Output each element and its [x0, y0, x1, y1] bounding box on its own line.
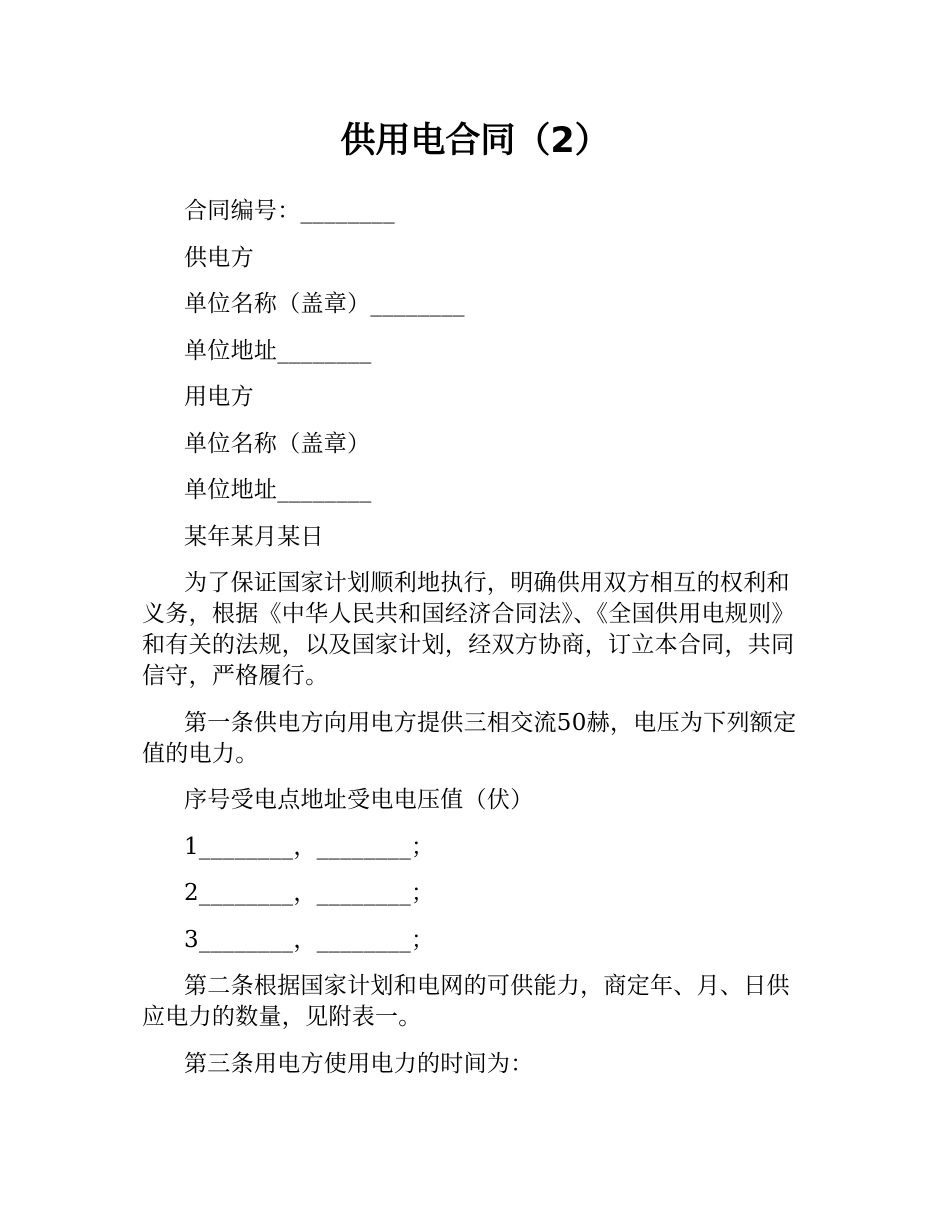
supplier-name-line: 单位名称（盖章）________	[184, 291, 465, 317]
article-2-paragraph: 第二条根据国家计划和电网的可供能力，商定年、月、日供应电力的数量，见附表一。	[142, 973, 790, 1030]
document-body	[142, 196, 812, 1095]
article-3-paragraph: 第三条用电方使用电力的时间为：	[184, 1050, 534, 1077]
entry-line-1: 1________，________；	[184, 833, 435, 860]
table-header-line: 序号受电点地址受电电压值（伏）	[184, 787, 534, 813]
entry-line-3: 3________，________；	[184, 926, 435, 953]
preamble-paragraph: 为了保证国家计划顺利地执行，明确供用双方相互的权利和义务，根据《中华人民共和国经济合同法》、《全国供用电规则》和有关的法规，以及国家计划，经双方协商，订立本合同，共同信守，严格履行。	[142, 570, 795, 689]
contract-number-line: 合同编号：________	[184, 198, 395, 224]
date-line: 某年某月某日	[184, 523, 324, 550]
supplier-address-line: 单位地址________	[184, 337, 372, 364]
entry-line-2: 2________，________；	[184, 880, 435, 906]
supplier-heading: 供电方	[184, 244, 254, 271]
article-1-paragraph: 第一条供电方向用电方提供三相交流50赫，电压为下列额定值的电力。	[142, 709, 797, 767]
consumer-address-line: 单位地址________	[184, 477, 372, 503]
consumer-heading: 用电方	[184, 384, 254, 410]
document-title: 供用电合同（2）	[340, 121, 610, 161]
consumer-name-line: 单位名称（盖章）	[184, 430, 371, 457]
